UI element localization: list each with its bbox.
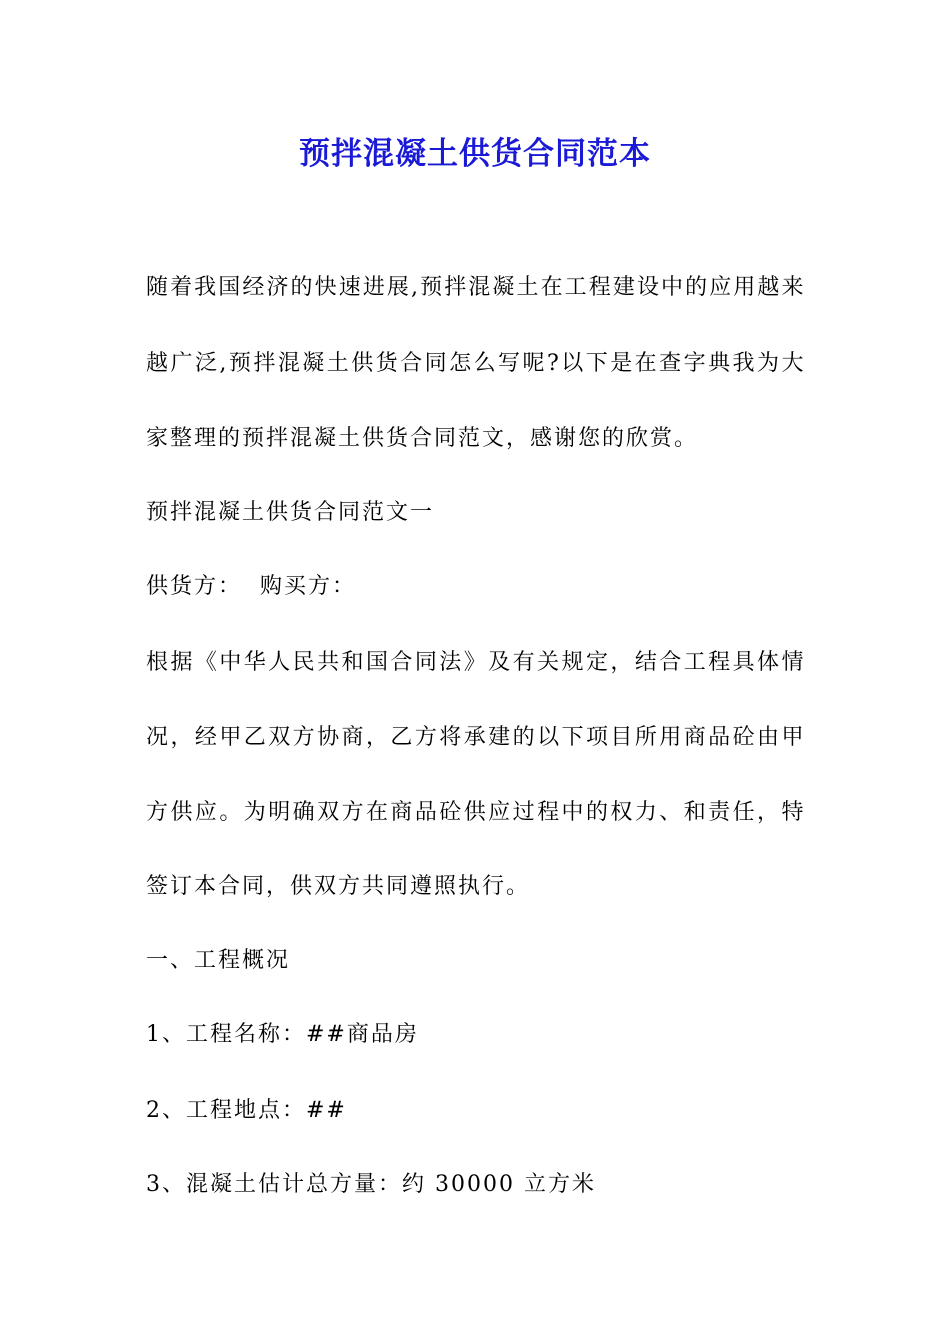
basis-line-2: 况，经甲乙双方协商，乙方将承建的以下项目所用商品砼由甲: [146, 725, 804, 750]
parties-line: 供货方： 购买方：: [146, 574, 356, 599]
basis-line-4: 签订本合同，供双方共同遵照执行。: [146, 874, 531, 899]
section-heading-project-overview: 一、工程概况: [146, 948, 291, 973]
item-project-location: 2、工程地点：##: [146, 1098, 347, 1123]
intro-line-1: 随着我国经济的快速进展,预拌混凝土在工程建设中的应用越来: [146, 275, 804, 300]
basis-line-1: 根据《中华人民共和国合同法》及有关规定，结合工程具体情: [146, 650, 804, 675]
intro-line-3: 家整理的预拌混凝土供货合同范文，感谢您的欣赏。: [146, 426, 699, 451]
document-title: 预拌混凝土供货合同范本: [299, 136, 651, 172]
basis-line-3: 方供应。为明确双方在商品砼供应过程中的权力、和责任，特: [146, 800, 804, 825]
section-heading-sample-one: 预拌混凝土供货合同范文一: [146, 500, 435, 525]
item-concrete-volume: 3、混凝土估计总方量：约 30000 立方米: [146, 1172, 596, 1197]
item-project-name: 1、工程名称：##商品房: [146, 1022, 419, 1047]
intro-line-2: 越广泛,预拌混凝土供货合同怎么写呢?以下是在查字典我为大: [146, 351, 804, 376]
